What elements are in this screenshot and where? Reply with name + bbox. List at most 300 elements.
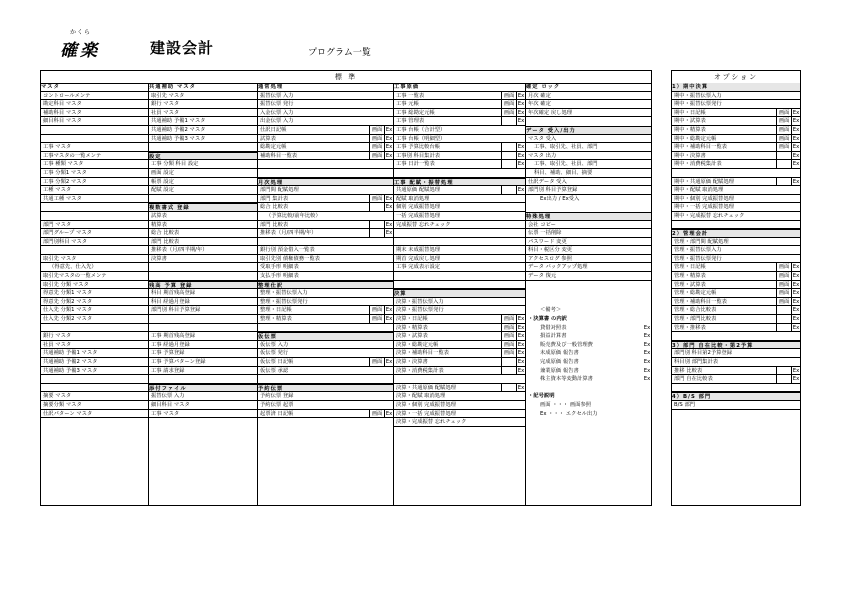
item-label: 共通原価 配賦処理 xyxy=(396,187,441,194)
screen-tag: 画面 xyxy=(369,135,384,143)
excel-tag: Ex xyxy=(643,341,651,348)
program-item xyxy=(258,92,393,101)
item-label: 管理・部門間 配賦処理 xyxy=(674,238,729,245)
item-label: 仮伝票 承認 xyxy=(260,367,289,374)
program-item xyxy=(149,358,257,367)
program-item xyxy=(258,349,393,358)
item-label: 工事 分類2 マスタ xyxy=(43,178,87,185)
item-label: 決算・個別 完成振替処理 xyxy=(396,401,456,408)
item-label: 画面 設定 xyxy=(151,169,174,176)
program-item xyxy=(258,367,393,376)
program-item xyxy=(258,255,393,264)
screen-tag xyxy=(776,375,791,383)
program-item xyxy=(394,212,525,221)
program-item xyxy=(149,221,257,230)
item-label: 会社 コピー xyxy=(528,221,556,228)
item-label: 完成原価 報告書 xyxy=(540,359,579,365)
program-item xyxy=(394,126,525,135)
program-item xyxy=(41,92,148,101)
item-label: データ 復元 xyxy=(528,273,557,280)
screen-tag xyxy=(501,384,516,392)
item-label: 期中・個別 完成振替処理 xyxy=(674,195,734,202)
item-label: 決算・消費税集計表 xyxy=(396,367,444,374)
blank-row xyxy=(526,281,651,290)
screen-tag xyxy=(501,358,516,366)
section-header xyxy=(258,384,393,393)
options-title: オプション xyxy=(672,71,800,84)
item-label: 工事 マスタ xyxy=(43,144,72,151)
program-item xyxy=(394,160,525,169)
section-header xyxy=(394,289,525,298)
excel-tag: Ex xyxy=(792,161,800,168)
item-label: 取引先マスタの一覧メンテ xyxy=(43,273,107,280)
item-label: 工事 マスタ xyxy=(151,410,180,417)
standard-panel xyxy=(40,70,652,506)
screen-tag: 画面 xyxy=(501,109,516,117)
item-label: 画面 ・・・ 画面参照 xyxy=(540,401,592,408)
program-item xyxy=(258,392,393,401)
item-label: 期中・共通原価 配賦処理 xyxy=(674,178,734,185)
item-label: 設定 xyxy=(149,153,162,160)
section-header xyxy=(526,83,651,92)
program-item xyxy=(526,349,651,358)
screen-tag xyxy=(776,315,791,323)
excel-tag: Ex xyxy=(517,316,525,323)
program-item xyxy=(672,117,800,126)
item-label: Ex ・・・ エクセル出力 xyxy=(540,410,598,417)
program-item xyxy=(526,410,651,419)
item-label: 工事 予算比較台帳 xyxy=(396,144,441,151)
program-item xyxy=(258,341,393,350)
item-label: データ バックアップ処理 xyxy=(528,264,588,271)
item-label: 取引先別 債権債務一覧表 xyxy=(260,255,320,262)
excel-tag: Ex xyxy=(792,126,800,133)
item-label: 期首 完成戻し処理 xyxy=(396,255,441,262)
item-label: 工事 総勘定元帳 xyxy=(396,109,435,116)
item-label: 工事 請求登録 xyxy=(151,367,185,374)
program-item xyxy=(672,298,800,307)
item-label: 管理・補助科目一覧表 xyxy=(674,298,727,305)
excel-tag: Ex xyxy=(792,109,800,116)
program-item xyxy=(526,169,651,178)
program-item xyxy=(41,238,148,247)
program-item xyxy=(149,341,257,350)
program-item xyxy=(394,117,525,126)
item-label: 共通補助 予備3 マスタ xyxy=(151,135,206,142)
item-label: 工事 種類 マスタ xyxy=(43,161,84,168)
program-item xyxy=(149,349,257,358)
program-item xyxy=(526,92,651,101)
item-label: マスタ 受入 xyxy=(528,135,557,142)
blank-row xyxy=(149,272,257,281)
item-label: 受取手形 明細表 xyxy=(260,264,299,271)
item-label: 年次確定 戻し処理 xyxy=(528,109,573,116)
standard-title: 標 準 xyxy=(41,71,651,84)
item-label xyxy=(151,195,257,203)
item-label: 期中・振替伝票入力 xyxy=(674,92,722,99)
section-header xyxy=(672,229,800,238)
screen-tag xyxy=(501,152,516,160)
excel-tag: Ex xyxy=(643,324,651,331)
item-label: 複数書式 登録 xyxy=(149,205,190,211)
section-header xyxy=(526,126,651,135)
excel-tag: Ex xyxy=(517,324,525,331)
item-label: 一括 完成振替処理 xyxy=(396,212,441,219)
program-item xyxy=(41,143,148,152)
program-item xyxy=(526,401,651,410)
program-item xyxy=(258,186,393,195)
screen-tag: 画面 xyxy=(776,126,791,134)
item-label: 精算表 xyxy=(151,221,167,228)
item-label: 銀行 マスタ xyxy=(151,101,180,108)
item-label: 共通補助 予備1 マスタ xyxy=(151,118,206,125)
excel-tag: Ex xyxy=(517,359,525,365)
item-label: 銀行別 預金借入一覧表 xyxy=(260,247,315,254)
excel-tag: Ex xyxy=(792,290,800,297)
item-label: 支払手形 明細表 xyxy=(260,273,299,280)
screen-tag: 画面 xyxy=(776,135,791,143)
excel-tag: Ex xyxy=(385,144,393,151)
item-label: 部門 集計表 xyxy=(260,195,289,202)
item-label: ・決算書 の内訳 xyxy=(528,316,567,323)
item-label: 決算・振替伝票入力 xyxy=(396,298,444,305)
item-label: 工事 台帳（合計型） xyxy=(396,126,446,133)
blank-row xyxy=(672,169,800,178)
section-header xyxy=(526,212,651,221)
program-item xyxy=(394,195,525,204)
section-header xyxy=(394,178,525,187)
item-label xyxy=(396,169,525,177)
blank-row xyxy=(526,203,651,212)
item-label: 推移 比較表 xyxy=(674,367,703,374)
blank-row xyxy=(41,324,148,333)
item-label xyxy=(674,169,800,177)
item-label: 添付ファイル xyxy=(149,385,187,392)
item-label: 部門グループ マスタ xyxy=(43,230,92,237)
item-label xyxy=(151,315,257,323)
screen-tag xyxy=(776,160,791,168)
regular-processing-column xyxy=(258,83,394,505)
program-item xyxy=(149,126,257,135)
excel-tag: Ex xyxy=(385,221,393,228)
logo: 確楽 xyxy=(60,41,100,61)
item-label: 推移表（月/四半期/年） xyxy=(151,247,208,254)
excel-tag: Ex xyxy=(385,316,393,323)
item-label: 管理・日記帳 xyxy=(674,264,706,271)
excel-tag: Ex xyxy=(643,367,651,374)
program-item xyxy=(149,212,257,221)
section-header xyxy=(258,178,393,187)
screen-tag xyxy=(501,143,516,151)
screen-tag xyxy=(501,186,516,194)
item-label: 得意先 分類2 マスタ xyxy=(43,298,93,305)
item-label: 総勘定元帳 xyxy=(260,144,287,151)
program-item xyxy=(149,100,257,109)
item-label: 工事 経過月登録 xyxy=(151,341,190,348)
lock-data-column xyxy=(526,83,651,505)
item-label: 科目、補助、細目、摘要 xyxy=(534,169,593,176)
screen-tag: 画面 xyxy=(776,281,791,289)
item-label: 社員 マスタ xyxy=(151,109,180,116)
item-label: 取引先 分類 マスタ xyxy=(43,281,89,288)
program-item xyxy=(526,246,651,255)
item-label: 工事 台帳（明細型） xyxy=(396,135,446,142)
blank-row xyxy=(394,272,525,281)
screen-tag xyxy=(369,203,384,211)
item-label: 株主資本等変動計算書 xyxy=(540,376,593,383)
program-item xyxy=(526,263,651,272)
item-label: 総合 比較表 xyxy=(151,230,180,237)
program-item xyxy=(258,401,393,410)
program-item xyxy=(149,229,257,238)
program-item xyxy=(258,212,393,221)
program-item xyxy=(258,306,393,315)
item-label xyxy=(396,229,525,237)
item-label: 期中・一括 完成振替処理 xyxy=(674,204,734,211)
screen-tag: 画面 xyxy=(501,324,516,332)
section-header xyxy=(149,203,257,212)
item-label: 仮伝票 発行 xyxy=(260,350,289,357)
item-label: Ex出力 / Ex受入 xyxy=(540,195,580,202)
program-item xyxy=(41,410,148,419)
program-item xyxy=(526,221,651,230)
program-item xyxy=(394,203,525,212)
excel-tag: Ex xyxy=(643,333,651,340)
blank-row xyxy=(41,375,148,384)
blank-row xyxy=(258,324,393,333)
item-label: 整理仕訳 xyxy=(258,282,284,289)
screen-tag xyxy=(776,367,791,375)
program-item xyxy=(258,410,393,419)
program-item xyxy=(526,135,651,144)
excel-tag: Ex xyxy=(385,152,393,159)
program-item xyxy=(526,229,651,238)
item-label: 仕訳日記帳 xyxy=(260,126,287,133)
item-label: 兼業原価 報告書 xyxy=(540,367,579,374)
options-panel xyxy=(671,70,801,506)
item-label: 決算・決算書 xyxy=(396,359,428,365)
item-label: パスワード 変更 xyxy=(528,238,567,245)
item-label xyxy=(528,384,651,392)
program-item xyxy=(41,367,148,376)
item-label: 工事 完成表示設定 xyxy=(396,264,441,271)
item-label: 工事、取引先、社員、部門 xyxy=(534,144,598,151)
item-label: データ 受入/出力 xyxy=(526,127,576,134)
item-label: 期中・振替伝票発行 xyxy=(674,101,722,108)
program-item xyxy=(258,272,393,281)
blank-row xyxy=(526,117,651,126)
excel-tag: Ex xyxy=(792,144,800,151)
item-label: 科目 経過月登録 xyxy=(151,298,190,305)
item-label: 部門 マスタ xyxy=(43,221,72,228)
program-item xyxy=(394,306,525,315)
blank-row xyxy=(41,203,148,212)
program-item xyxy=(672,367,800,376)
blank-row xyxy=(149,143,257,152)
product-name: 建設会計 xyxy=(150,39,215,57)
item-label: 取引先 マスタ xyxy=(43,255,77,262)
item-label xyxy=(151,272,257,280)
program-item xyxy=(258,195,393,204)
options-column xyxy=(672,83,800,505)
item-label: 工事 管理表 xyxy=(396,118,425,125)
program-item xyxy=(41,255,148,264)
program-item xyxy=(149,117,257,126)
item-label: 管理・推移表 xyxy=(674,324,706,331)
screen-tag: 画面 xyxy=(369,306,384,314)
screen-tag: 画面 xyxy=(776,117,791,125)
item-label: 共通補助 マスタ xyxy=(149,84,196,90)
item-label: 総合 比較表 xyxy=(260,204,289,211)
program-item xyxy=(394,143,525,152)
item-label: 細目科目 マスタ xyxy=(151,401,190,408)
item-label xyxy=(260,169,393,177)
program-item xyxy=(394,349,525,358)
item-label: 社員 マスタ xyxy=(43,341,72,348)
item-label: 通常処理 xyxy=(258,84,284,90)
program-item xyxy=(526,367,651,376)
screen-tag: 画面 xyxy=(776,109,791,117)
item-label xyxy=(43,126,148,134)
program-item xyxy=(526,341,651,350)
item-label: 決算・精算表 xyxy=(396,324,428,331)
item-label: 共通補助 予備2 マスタ xyxy=(43,359,98,365)
blank-row xyxy=(149,375,257,384)
screen-tag xyxy=(776,178,791,186)
item-label: 管理・部門比較表 xyxy=(674,316,717,323)
program-item xyxy=(526,375,651,384)
item-label: 工事原価 xyxy=(394,84,420,90)
program-item xyxy=(672,315,800,324)
item-label: コントロールメンテ xyxy=(43,92,91,99)
program-item xyxy=(394,109,525,118)
item-label: 工事 分類 科目 設定 xyxy=(151,161,199,168)
item-label: 決算・補助科目一覧表 xyxy=(396,350,449,357)
item-label: 部門 自在比較表 xyxy=(674,376,713,383)
item-label: 摘要分類 マスタ xyxy=(43,401,82,408)
item-label: 工事 期首残高登録 xyxy=(151,333,196,340)
blank-row xyxy=(394,229,525,238)
screen-tag: 画面 xyxy=(369,143,384,151)
program-item xyxy=(149,332,257,341)
program-item xyxy=(258,358,393,367)
item-label: 共通補助 予備3 マスタ xyxy=(43,367,98,374)
item-label: 管理・総合比較表 xyxy=(674,307,717,314)
program-item xyxy=(41,109,148,118)
blank-row xyxy=(41,135,148,144)
item-label xyxy=(396,375,525,383)
blank-row xyxy=(258,375,393,384)
program-item xyxy=(394,92,525,101)
program-item xyxy=(258,135,393,144)
item-label: 残高 予算 登録 xyxy=(149,282,193,289)
item-label: 科目 期首残高登録 xyxy=(151,290,196,297)
program-item xyxy=(149,289,257,298)
item-label xyxy=(674,332,800,340)
program-item xyxy=(41,392,148,401)
program-item xyxy=(394,186,525,195)
item-label: 工事マスタの一覧メンテ xyxy=(43,152,102,159)
item-label: 期中・補助科目一覧表 xyxy=(674,144,727,151)
program-item xyxy=(672,152,800,161)
screen-tag: 画面 xyxy=(369,410,384,418)
blank-row xyxy=(394,375,525,384)
common-masters-column xyxy=(149,83,258,505)
program-item xyxy=(672,358,800,367)
program-item xyxy=(672,246,800,255)
program-item xyxy=(394,324,525,333)
item-label xyxy=(151,263,257,271)
screen-tag: 画面 xyxy=(501,349,516,357)
program-item xyxy=(41,401,148,410)
item-label: 4）B/S 部門 xyxy=(672,394,712,400)
blank-row xyxy=(41,126,148,135)
item-label: マスタ xyxy=(41,84,60,90)
item-label xyxy=(151,324,257,332)
item-label: 得意先 分類1 マスタ xyxy=(43,290,93,297)
program-item xyxy=(394,100,525,109)
program-item xyxy=(672,324,800,333)
program-item xyxy=(394,367,525,376)
excel-tag: Ex xyxy=(792,135,800,142)
item-label: 帳票 設定 xyxy=(151,178,174,185)
program-item xyxy=(526,143,651,152)
program-item xyxy=(149,246,257,255)
program-item xyxy=(672,195,800,204)
item-label xyxy=(396,272,525,280)
program-item xyxy=(41,341,148,350)
blank-row xyxy=(41,246,148,255)
program-item xyxy=(526,315,651,324)
blank-row xyxy=(41,212,148,221)
item-label: 推移表（月/四半期/年） xyxy=(260,230,317,237)
program-item xyxy=(672,100,800,109)
program-item xyxy=(394,401,525,410)
item-label: 補助科目 マスタ xyxy=(43,109,82,116)
program-item xyxy=(149,178,257,187)
program-item xyxy=(526,186,651,195)
item-label: 工事 予算パターン登録 xyxy=(151,359,206,365)
excel-tag: Ex xyxy=(792,316,800,323)
item-label: 工事 日計一覧表 xyxy=(396,161,435,168)
item-label xyxy=(43,246,148,254)
program-item xyxy=(526,272,651,281)
screen-tag: 画面 xyxy=(776,143,791,151)
item-label xyxy=(43,212,148,220)
program-item xyxy=(526,178,651,187)
program-item xyxy=(149,367,257,376)
program-item xyxy=(258,229,393,238)
program-item xyxy=(526,100,651,109)
program-item xyxy=(526,109,651,118)
excel-tag: Ex xyxy=(385,359,393,365)
item-label xyxy=(396,281,525,289)
program-item xyxy=(41,169,148,178)
excel-tag: Ex xyxy=(517,152,525,159)
blank-row xyxy=(526,298,651,307)
item-label: （得意先、仕入先） xyxy=(49,264,97,271)
item-label: 入金伝票 入力 xyxy=(260,109,294,116)
program-item xyxy=(394,135,525,144)
item-label xyxy=(528,117,651,125)
blank-row xyxy=(149,324,257,333)
item-label: 仕入先 分類2 マスタ xyxy=(43,316,93,323)
program-item xyxy=(526,195,651,204)
program-item xyxy=(526,332,651,341)
excel-tag: Ex xyxy=(792,376,800,383)
program-item xyxy=(258,263,393,272)
program-item xyxy=(394,221,525,230)
